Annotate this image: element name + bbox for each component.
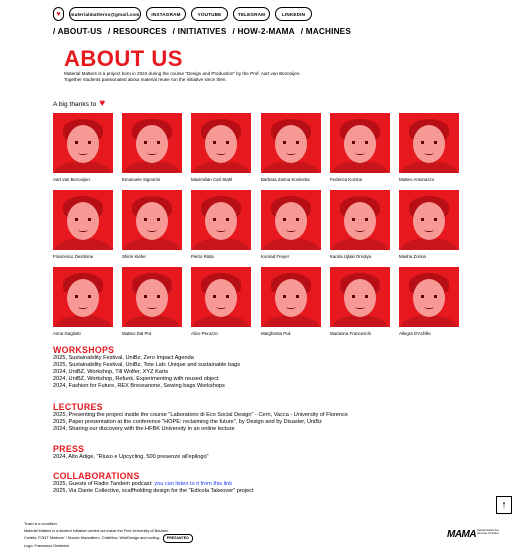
scroll-top-button[interactable]	[496, 496, 512, 514]
nav-machines[interactable]: / MACHINES	[300, 27, 351, 36]
designer-badge[interactable]: PREZANTEO	[163, 534, 193, 543]
main-nav	[53, 27, 351, 36]
nav-initiatives[interactable]: / INITIATIVES	[172, 27, 227, 36]
team-member-card	[399, 267, 459, 336]
press-title: PRESS	[53, 444, 85, 454]
team-member-card	[330, 113, 390, 182]
heart-icon-button[interactable]: ♥	[53, 7, 64, 21]
team-member-card	[261, 190, 321, 259]
lectures-section	[53, 402, 348, 433]
team-member-photo	[399, 190, 459, 250]
team-member-photo	[53, 267, 113, 327]
team-member-name: Anna Gagliotti	[53, 331, 81, 336]
lecture-item: 2025, Presenting the project inside the course "Laboratorio di Eco Social Design" - Cerri, Vacca - University of Florence	[53, 412, 348, 418]
team-member-photo	[53, 190, 113, 250]
nav-about-us[interactable]: / ABOUT-US	[53, 27, 103, 36]
footer-tagline: Trash is a condition.	[24, 522, 58, 526]
youtube-link[interactable]: YOUTUBE	[191, 7, 228, 21]
mama-logo: MAMA	[447, 529, 477, 540]
email-link[interactable]: materialmatterss@gmail.com	[69, 7, 141, 21]
lectures-title: LECTURES	[53, 402, 103, 412]
team-member-name: Emanuele Signorini	[122, 177, 161, 182]
team-member-photo	[191, 113, 251, 173]
intro-line-2: Together students passionated about material reuse run the initiative since then.	[64, 77, 227, 82]
press-section	[53, 444, 209, 461]
team-member-photo	[399, 267, 459, 327]
team-member-photo	[122, 113, 182, 173]
thanks-heading	[53, 100, 105, 108]
team-member-photo	[261, 113, 321, 173]
workshops-title: WORKSHOPS	[53, 345, 115, 355]
team-member-card	[53, 267, 113, 336]
team-member-card	[330, 190, 390, 259]
workshops-section	[53, 345, 240, 390]
workshop-item: 2024, Fashion for Future, REX Bressanone, Sewing bags Workshops	[53, 383, 225, 390]
team-member-photo	[122, 190, 182, 250]
team-member-card	[399, 113, 459, 182]
team-member-name: Aart van Bezooijen	[53, 177, 90, 182]
team-member-name: Allegra D'Achille	[399, 331, 431, 336]
team-member-name: Francesco Destmine	[53, 254, 94, 259]
collaborations-section	[53, 471, 254, 495]
heart-icon: ♥	[99, 98, 106, 109]
team-member-name: Masha Zorina	[399, 254, 426, 259]
team-member-card	[122, 190, 182, 259]
team-member-name: Shirin Kiefer	[122, 254, 146, 259]
team-member-card	[330, 267, 390, 336]
team-member-card	[53, 113, 113, 182]
page-title: ABOUT US	[64, 46, 183, 71]
team-member-photo	[330, 190, 390, 250]
press-item: 2024, Alto Adige, "Riuso e Upcycling, 500 presenze all'epilogo"	[53, 454, 209, 460]
team-member-name: Konrad Freyer	[261, 254, 290, 259]
collaboration-item	[53, 481, 254, 488]
team-member-card	[191, 190, 251, 259]
team-member-card	[122, 113, 182, 182]
footer-credits-text: Credits: FONT 'Mattone' / Nunzio Mazzaferro, Collettivo; WebDesign and coding:	[24, 536, 160, 540]
lecture-item: 2025, Paper presentation at the conference "HOPE: reclaiming the future", by Design and by Disaster, UniBz	[53, 419, 322, 426]
team-member-photo	[53, 113, 113, 173]
telegram-link[interactable]: TELEGRAM	[233, 7, 270, 21]
linkedin-link[interactable]: LINKEDIN	[275, 7, 312, 21]
footer	[24, 521, 193, 549]
team-member-card	[191, 267, 251, 336]
collaborations-title: COLLABORATIONS	[53, 471, 140, 481]
team-member-card	[53, 190, 113, 259]
team-member-card	[399, 190, 459, 259]
thanks-label: A big thanks to	[53, 100, 97, 108]
team-member-photo	[330, 113, 390, 173]
team-member-card	[261, 113, 321, 182]
team-member-photo	[261, 267, 321, 327]
footer-logo-credit: Logo: Francesco Destmine	[24, 543, 70, 548]
logo-subtext: material matters free university of bolzano	[477, 529, 499, 535]
team-member-photo	[191, 190, 251, 250]
team-member-photo	[122, 267, 182, 327]
team-member-photo	[191, 267, 251, 327]
workshop-item: 2025, Sustainability Festival, UniBz, Zero Impact Agenda	[53, 355, 194, 361]
footer-description: Material Matters is a student initiative carried out inside the Free University of Bolzano	[24, 528, 169, 533]
team-member-name: Pietro Rista	[191, 254, 214, 259]
nav-resources[interactable]: / RESOURCES	[108, 27, 167, 36]
collaboration-item: 2025, Via Dante Collective, scaffholding design for the "Edicola Takeover" project	[53, 488, 254, 495]
team-member-card	[191, 113, 251, 182]
team-member-name: Alice Peruzzo	[191, 331, 218, 336]
team-member-name: Matteo Antonazzo	[399, 177, 435, 182]
footer-credits	[24, 534, 193, 543]
team-member-card	[122, 267, 182, 336]
nav-how-2-mama[interactable]: / HOW-2-MAMA	[232, 27, 295, 36]
intro-text	[64, 71, 324, 83]
intro-line-1: Material Matters is a project born in 2024 during the course "Design and Production" by the Prof. Aart van Bezooijen.	[64, 71, 301, 76]
instagram-link[interactable]: INSTAGRAM	[146, 7, 186, 21]
workshop-item: 2024, UniBZ, Workshop, Till Wolfer, XYZ Karts	[53, 369, 169, 376]
workshop-item: 2024, UniBZ, Workshop, Refunk, Experimenting with reused object	[53, 376, 219, 383]
team-member-card	[261, 267, 321, 336]
team-member-name: Maximilian Carl Stahl	[191, 177, 233, 182]
team-member-name: Margherita Poli	[261, 331, 291, 336]
team-member-name: Federica Kozma	[330, 177, 362, 182]
team-member-photo	[330, 267, 390, 327]
team-member-name: Marianna Franceschi	[330, 331, 371, 336]
top-links-bar	[53, 7, 312, 21]
team-member-photo	[261, 190, 321, 250]
team-member-name: Matteo Dal Pra	[122, 331, 152, 336]
lecture-item: 2024, Sharing our discovery with the HFBK University in an online lecture	[53, 426, 235, 433]
podcast-link[interactable]: you can listen to it from this link	[154, 481, 233, 487]
collaboration-text: 2025, Guests of Radio Tandem podcast:	[53, 481, 155, 487]
team-member-name: Karola Ujlaki Orsolya	[330, 254, 371, 259]
arrow-up-icon: ↑	[501, 499, 507, 511]
team-member-photo	[399, 113, 459, 173]
team-member-name: Barbara Zarina Konlecka	[261, 177, 310, 182]
workshop-item: 2025, Sustainability Festival, UniBz, Tote Lab: Unique and sustainable bags	[53, 362, 241, 369]
